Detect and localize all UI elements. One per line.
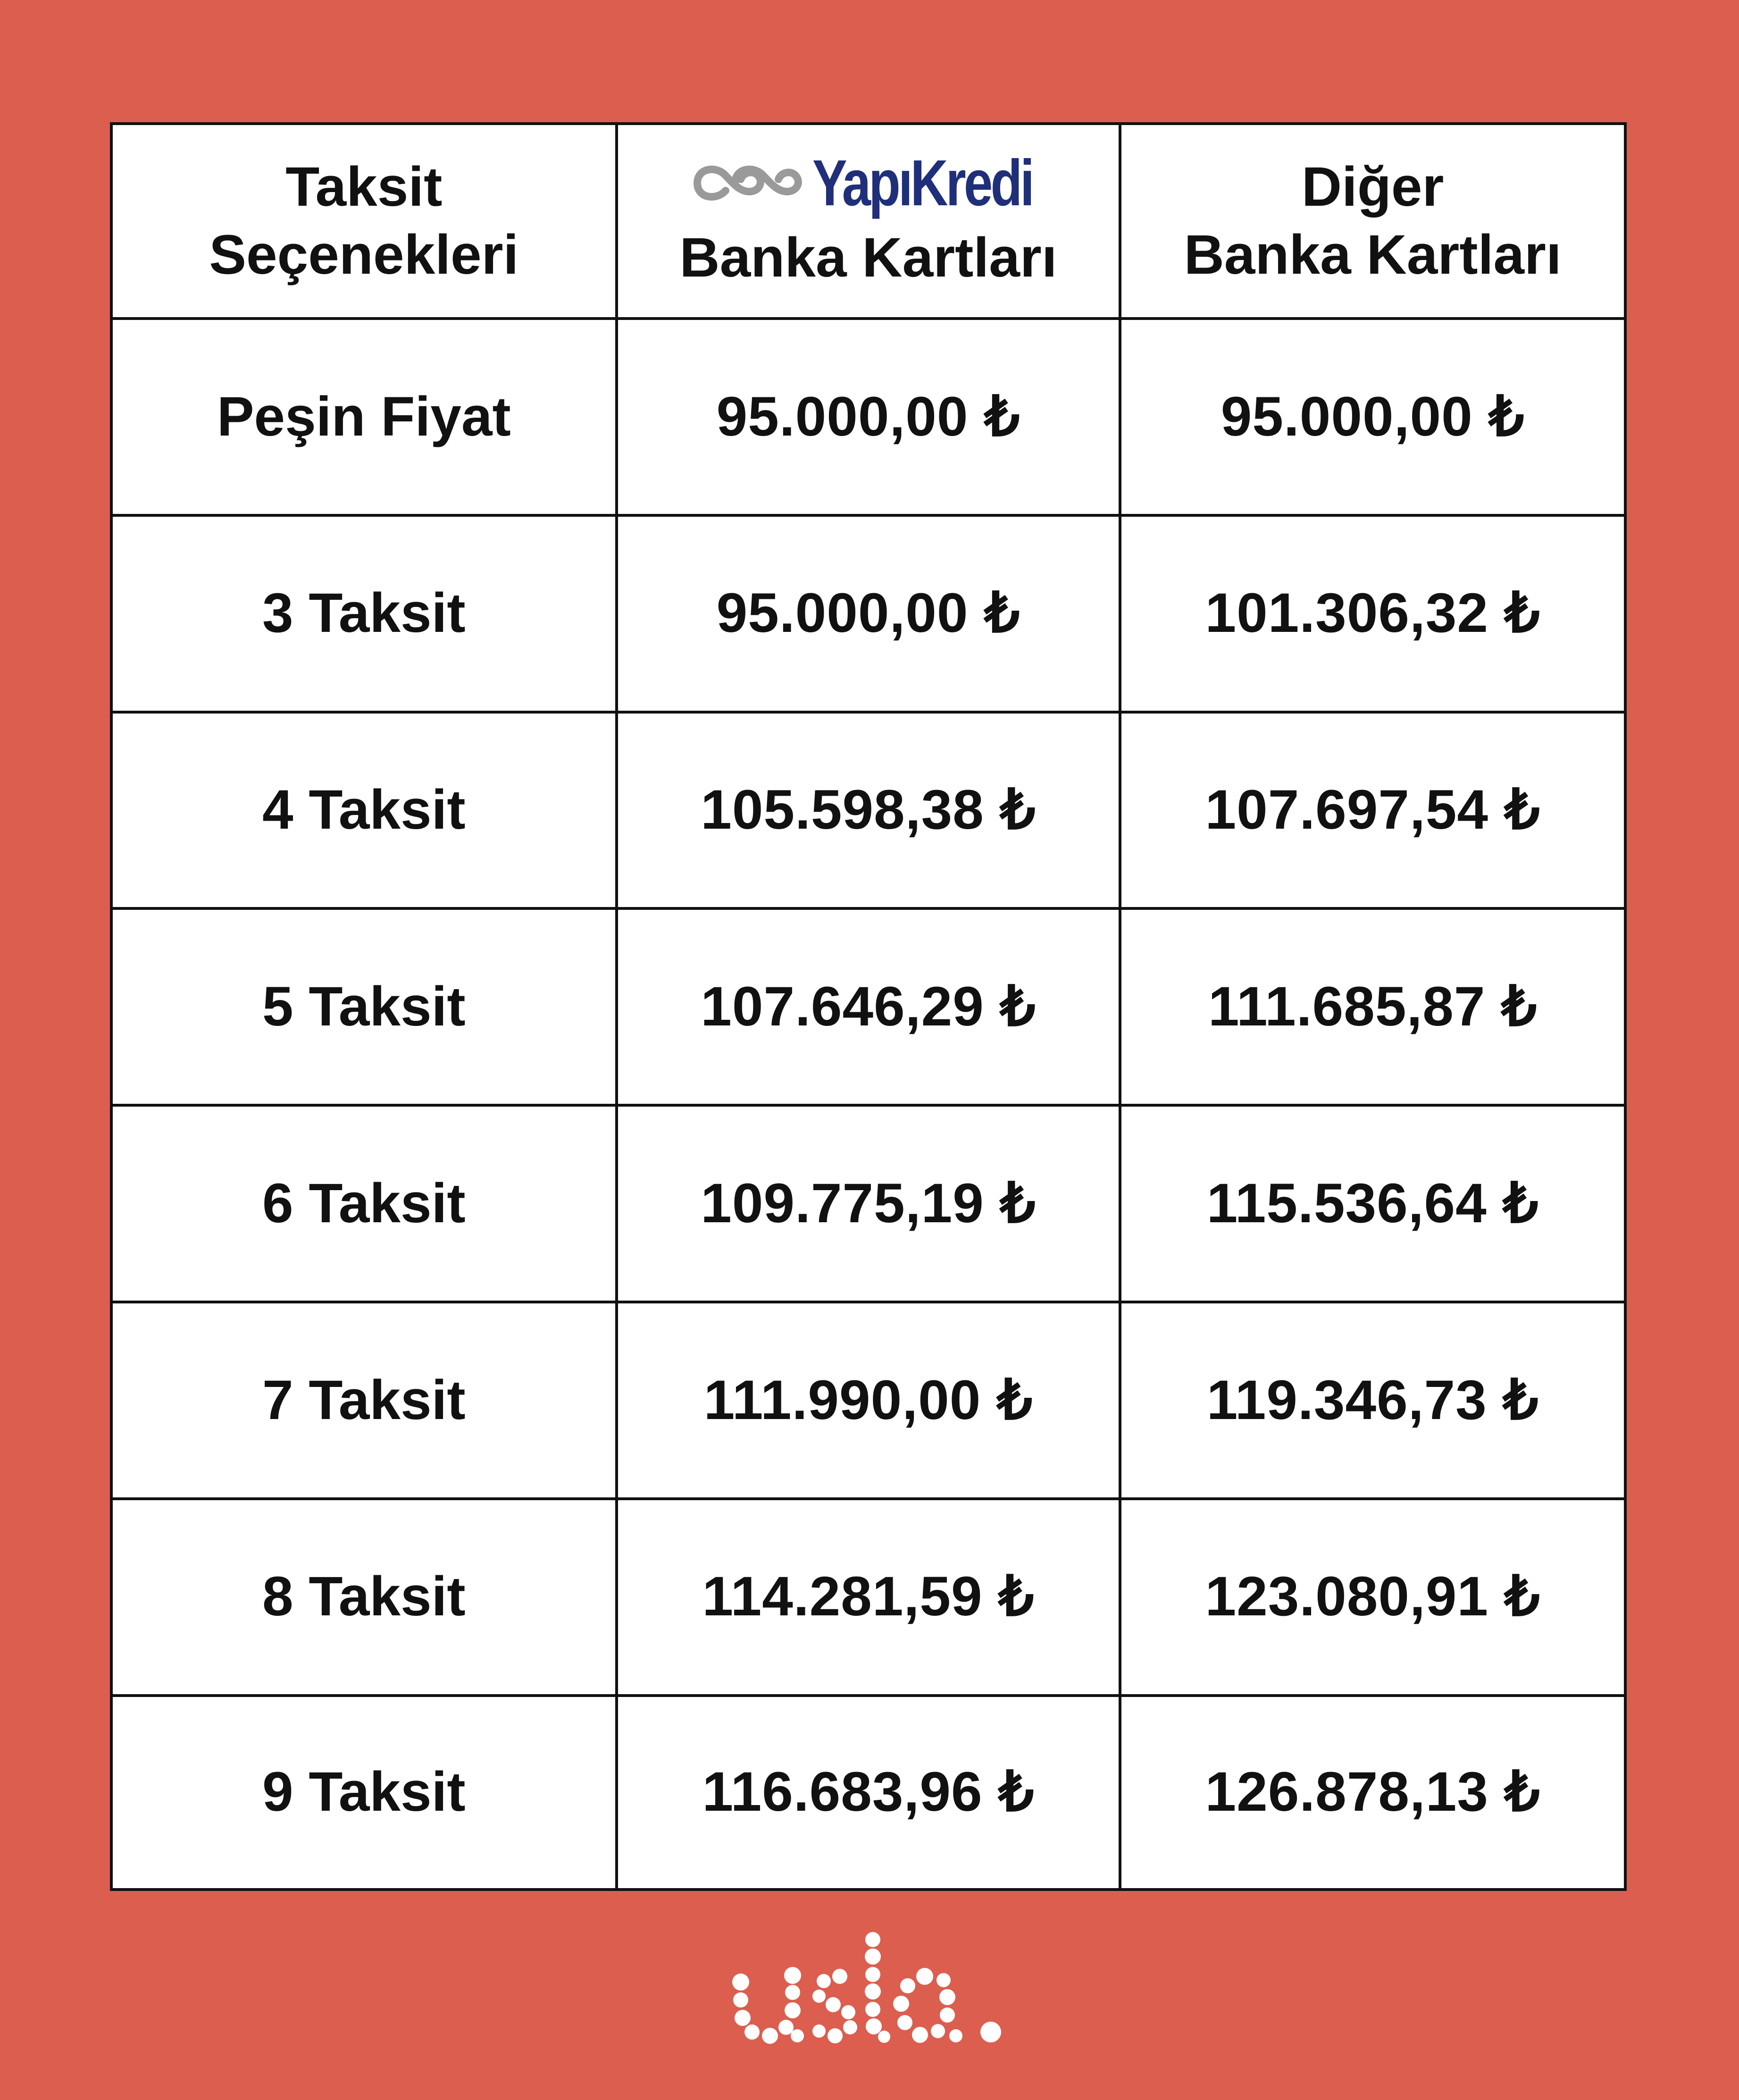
table-row: [113, 1105, 1624, 1302]
yapikredi-price-cell: 107.646,29 ₺: [617, 908, 1120, 1105]
installment-option-cell: 9 Taksit: [113, 1696, 617, 1888]
installment-option-cell: Peşin Fiyat: [113, 319, 617, 515]
other-price-cell: 119.346,73 ₺: [1120, 1302, 1624, 1499]
table-row: [113, 319, 1624, 515]
yapikredi-price-cell: 105.598,38 ₺: [617, 712, 1120, 909]
yapikredi-price-cell: 109.775,19 ₺: [617, 1105, 1120, 1302]
table-row: [113, 908, 1624, 1105]
table-row: [113, 515, 1624, 712]
header-installment-options: [113, 125, 617, 319]
other-price-cell: 126.878,13 ₺: [1120, 1696, 1624, 1888]
installment-option-cell: 5 Taksit: [113, 908, 617, 1105]
installment-option-cell: 4 Taksit: [113, 712, 617, 909]
yapikredi-price-cell: 95.000,00 ₺: [617, 319, 1120, 515]
other-price-cell: 115.536,64 ₺: [1120, 1105, 1624, 1302]
installment-table-grid: [113, 125, 1624, 1888]
yapikredi-price-cell: 114.281,59 ₺: [617, 1499, 1120, 1696]
yapikredi-logo-icon: [688, 155, 806, 211]
table-header-row: [113, 125, 1624, 319]
installment-option-cell: 7 Taksit: [113, 1302, 617, 1499]
header-installment-options-line2: Seçenekleri: [209, 223, 519, 286]
usla-logo: [727, 1925, 1019, 2058]
header-other-cards: [1120, 125, 1624, 319]
other-price-cell: 95.000,00 ₺: [1120, 319, 1624, 515]
header-yapikredi-cards-label: Banka Kartları: [679, 226, 1057, 289]
installment-option-cell: 8 Taksit: [113, 1499, 617, 1696]
header-other-cards-line1: Diğer: [1301, 155, 1444, 218]
yapikredi-logo: [618, 146, 1119, 219]
other-price-cell: 107.697,54 ₺: [1120, 712, 1624, 909]
table-row: [113, 1696, 1624, 1888]
table-row: [113, 1302, 1624, 1499]
installment-option-cell: 3 Taksit: [113, 515, 617, 712]
installment-table: [110, 122, 1627, 1891]
header-installment-options-line1: Taksit: [285, 155, 443, 218]
table-row: [113, 712, 1624, 909]
table-row: [113, 1499, 1624, 1696]
yapikredi-logo-text: YapıKredi: [812, 146, 1033, 219]
header-yapikredi-cards: [617, 125, 1120, 319]
other-price-cell: 111.685,87 ₺: [1120, 908, 1624, 1105]
other-price-cell: 123.080,91 ₺: [1120, 1499, 1624, 1696]
yapikredi-price-cell: 111.990,00 ₺: [617, 1302, 1120, 1499]
usla-logo-icon: [727, 1925, 1019, 2058]
header-other-cards-line2: Banka Kartları: [1184, 223, 1562, 286]
other-price-cell: 101.306,32 ₺: [1120, 515, 1624, 712]
installment-option-cell: 6 Taksit: [113, 1105, 617, 1302]
yapikredi-price-cell: 95.000,00 ₺: [617, 515, 1120, 712]
yapikredi-price-cell: 116.683,96 ₺: [617, 1696, 1120, 1888]
